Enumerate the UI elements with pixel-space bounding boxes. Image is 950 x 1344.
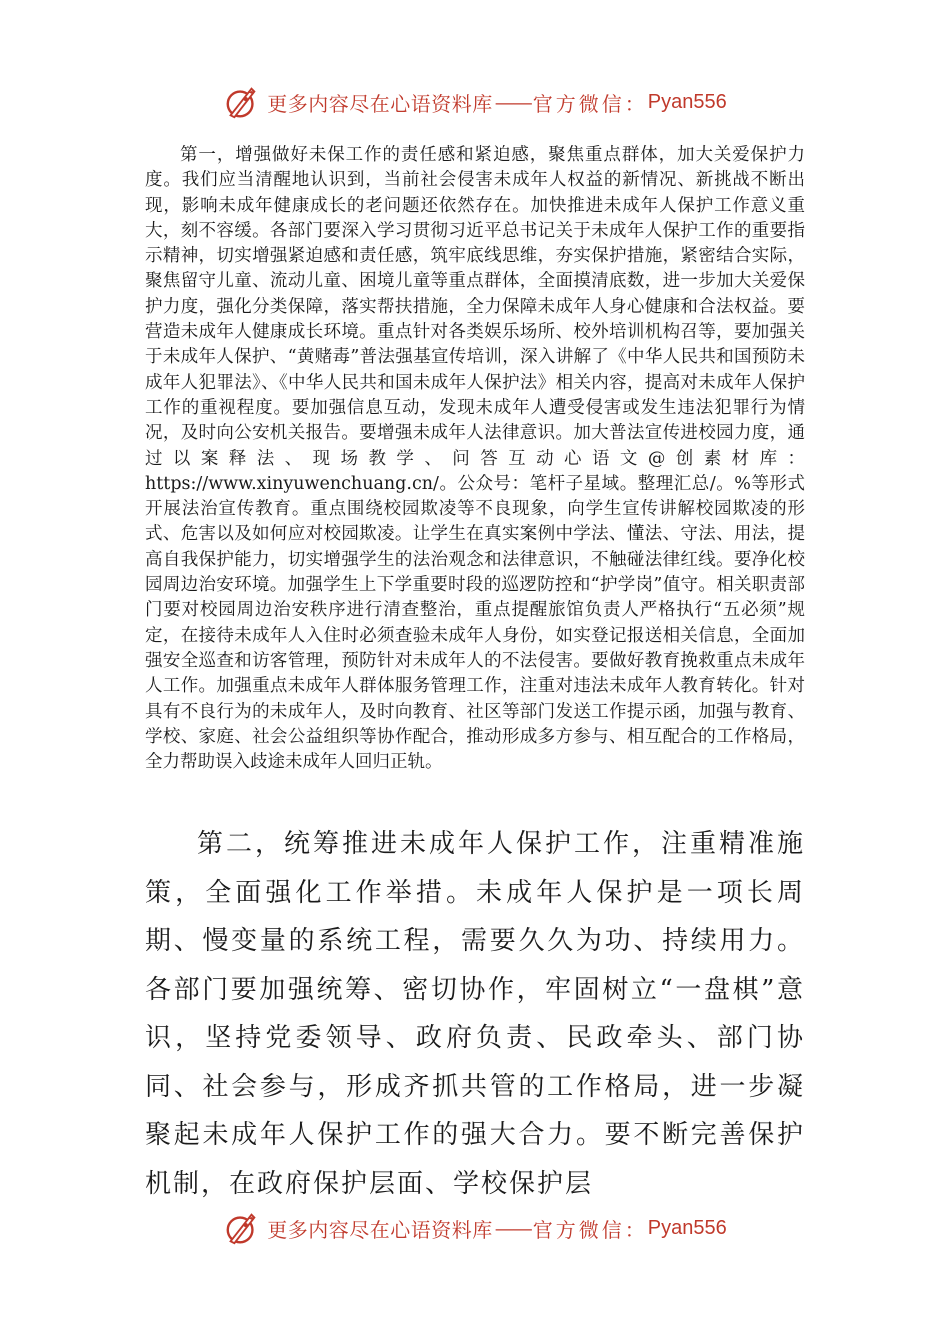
footer-banner — [0, 1206, 950, 1250]
banner-dash: —— — [494, 90, 531, 114]
banner-wechat-id: Pyan556 — [647, 90, 727, 113]
banner-official-label: 官方微信： — [532, 91, 648, 116]
banner-dash: —— — [494, 1216, 531, 1240]
header-banner — [0, 80, 950, 124]
quill-pen-logo-icon — [223, 1209, 261, 1247]
banner-wechat-id: Pyan556 — [647, 1216, 727, 1239]
banner-main-text: 更多内容尽在心语资料库 — [267, 1217, 493, 1242]
body-paragraph-1: 第一，增强做好未保工作的责任感和紧迫感，聚焦重点群体，加大关爱保护力度。我们应当清醒地认识到，当前社会侵害未成年人权益的新情况、新挑战不断出现，影响未成年健康成长的老问题还依然存在。加快推进未成年人保护工作意义重大，刻不容缓。各部门要深入学习贯彻习近平总书记关于未成年人保护工作的重要指示精神，切实增强紧迫感和责任感，筑牢底线思维，夯实保护措施，紧密结合实际，聚焦留守儿童、流动儿童、困境儿童等重点群体，全面摸清底数，进一步加大关爱保护力度，强化分类保障，落实帮扶措施，全力保障未成年人身心健康和合法权益。要营造未成年人健康成长环境。重点针对各类娱乐场所、校外培训机构召等，要加强关于未成年人保护、“黄赌毒”普法强基宣传培训，深入讲解了《中华人民共和国预防未成年人犯罪法》、《中华人民共和国未成年人保护法》相关内容，提高对未成年人保护工作的重视程度。要加强信息互动，发现未成年人遭受侵害或发生违法犯罪行为情况，及时向公安机关报告。要增强未成年人法律意识。加大普法宣传进校园力度，通过以案释法、现场教学、问答互动心语文@创素材库：https://www.xinyuwenchuang.cn/。公众号：笔杆子星域。整理汇总/。%等形式开展法治宣传教育。重点围绕校园欺凌等不良现象，向学生宣传讲解校园欺凌的形式、危害以及如何应对校园欺凌。让学生在真实案例中学法、懂法、守法、用法，提高自我保护能力，切实增强学生的法治观念和法律意识，不触碰法律红线。要净化校园周边治安环境。加强学生上下学重要时段的巡逻防控和“护学岗”值守。相关职责部门要对校园周边治安秩序进行清查整治，重点提醒旅馆负责人严格执行“五必须”规定，在接待未成年人入住时必须查验未成年人身份，如实登记报送相关信息，全面加强安全巡查和访客管理，预防针对未成年人的不法侵害。要做好教育挽救重点未成年人工作。加强重点未成年人群体服务管理工作，注重对违法未成年人教育转化。针对具有不良行为的未成年人，及时向教育、社区等部门发送工作提示函，加强与教育、学校、家庭、社会公益组织等协作配合，推动形成多方参与、相互配合的工作格局，全力帮助误入歧途未成年人回归正轨。 — [145, 145, 805, 773]
banner-official-label: 官方微信： — [532, 1217, 648, 1242]
quill-pen-logo-icon — [223, 83, 261, 121]
body-paragraph-2: 第二，统筹推进未成年人保护工作，注重精准施策，全面强化工作举措。未成年人保护是一项长周期、慢变量的系统工程，需要久久为功、持续用力。各部门要加强统筹、密切协作，牢固树立“一盘棋”意识，坚持党委领导、政府负责、民政牵头、部门协同、社会参与，形成齐抓共管的工作格局，进一步凝聚起未成年人保护工作的强大合力。要不断完善保护机制，在政府保护层面、学校保护层 — [145, 829, 805, 1199]
banner-main-text: 更多内容尽在心语资料库 — [267, 91, 493, 116]
